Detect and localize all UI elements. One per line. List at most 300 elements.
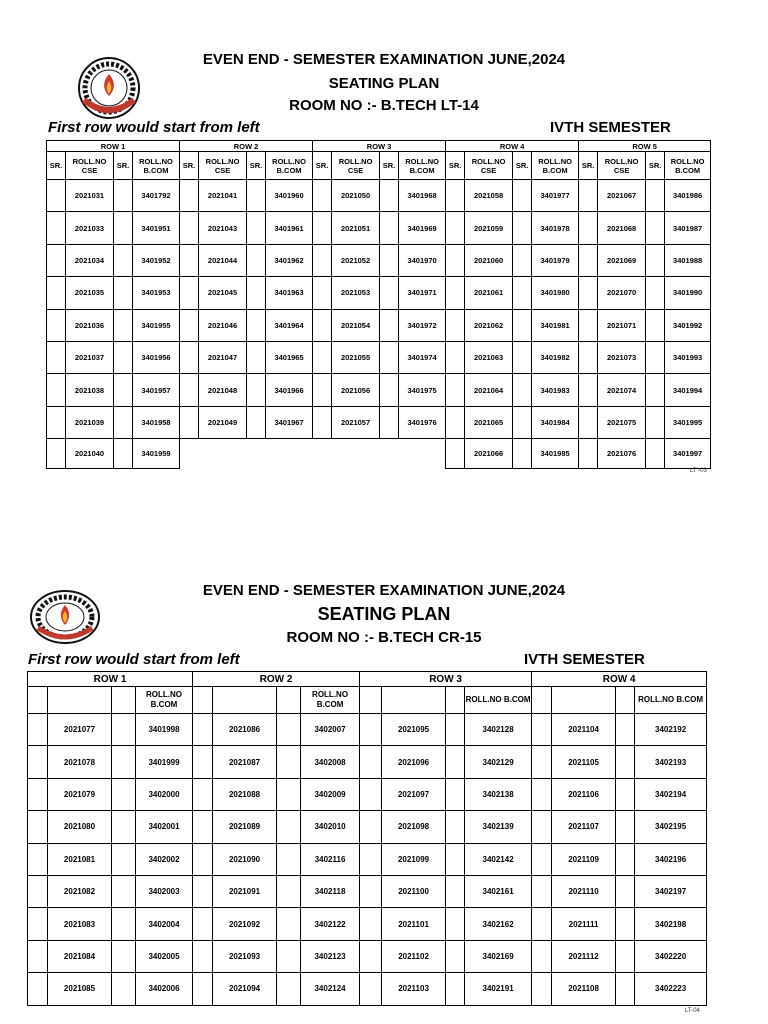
roll-cse-cell: 2021055 [332, 341, 380, 373]
roll-bcom-cell: 3402223 [635, 973, 707, 1005]
sr-cell [446, 843, 465, 875]
roll-cse-cell: 2021065 [465, 406, 513, 438]
column-header-blank [277, 687, 301, 714]
sr-cell [646, 309, 665, 341]
sr-cell [646, 374, 665, 406]
seating-plan-heading: SEATING PLAN [328, 75, 440, 92]
empty-cell [313, 439, 332, 469]
roll-cse-cell: 2021092 [213, 908, 277, 940]
sr-cell [28, 875, 48, 907]
sr-cell [28, 973, 48, 1005]
column-header: ROLL.NO B.COM [465, 687, 532, 714]
roll-bcom-cell: 3402129 [465, 746, 532, 778]
roll-cse-cell: 2021052 [332, 244, 380, 276]
column-header: ROLL.NO CSE [66, 152, 114, 180]
table-row [28, 811, 707, 843]
roll-bcom-cell: 3402191 [465, 973, 532, 1005]
roll-cse-cell: 2021041 [199, 180, 247, 212]
sr-cell [616, 843, 635, 875]
sr-cell [513, 180, 532, 212]
sr-cell [247, 212, 266, 244]
row-label-header [47, 141, 711, 152]
exam-title: EVEN END - SEMESTER EXAMINATION JUNE,2024 [202, 582, 566, 599]
sr-cell [616, 811, 635, 843]
roll-bcom-cell: 3401980 [532, 277, 579, 309]
roll-cse-cell: 2021059 [465, 212, 513, 244]
roll-cse-cell: 2021105 [552, 746, 616, 778]
sr-cell [193, 746, 213, 778]
sr-cell [277, 940, 301, 972]
roll-cse-cell: 2021031 [66, 180, 114, 212]
roll-cse-cell: 2021084 [48, 940, 112, 972]
roll-cse-cell: 2021054 [332, 309, 380, 341]
sr-cell [180, 212, 199, 244]
sr-cell [616, 940, 635, 972]
roll-bcom-cell: 3402198 [635, 908, 707, 940]
roll-bcom-cell: 3402142 [465, 843, 532, 875]
roll-cse-cell: 2021089 [213, 811, 277, 843]
roll-cse-cell: 2021056 [332, 374, 380, 406]
sr-cell [446, 778, 465, 810]
sr-cell [646, 406, 665, 438]
column-header: SR. [513, 152, 532, 180]
sr-cell [313, 341, 332, 373]
sr-cell [114, 244, 133, 276]
sr-cell [380, 406, 399, 438]
roll-bcom-cell: 3401979 [532, 244, 579, 276]
roll-bcom-cell: 3401961 [266, 212, 313, 244]
sr-cell [47, 180, 66, 212]
roll-bcom-cell: 3401986 [665, 180, 711, 212]
sr-cell [513, 212, 532, 244]
sr-cell [112, 875, 136, 907]
roll-bcom-cell: 3402005 [136, 940, 193, 972]
sr-cell [579, 439, 598, 469]
roll-cse-cell: 2021095 [382, 714, 446, 746]
roll-bcom-cell: 3402002 [136, 843, 193, 875]
roll-cse-cell: 2021060 [465, 244, 513, 276]
sr-cell [180, 341, 199, 373]
sr-cell [380, 341, 399, 373]
column-header: ROLL.NO B.COM [301, 687, 360, 714]
roll-bcom-cell: 3401972 [399, 309, 446, 341]
empty-cell [180, 439, 199, 469]
column-header: ROLL.NO B.COM [635, 687, 707, 714]
roll-cse-cell: 2021064 [465, 374, 513, 406]
sr-cell [47, 277, 66, 309]
sr-cell [532, 778, 552, 810]
sr-cell [446, 277, 465, 309]
sr-cell [114, 309, 133, 341]
roll-bcom-cell: 3401960 [266, 180, 313, 212]
roll-bcom-cell: 3402116 [301, 843, 360, 875]
roll-cse-cell: 2021067 [598, 180, 646, 212]
column-header: ROLL.NO CSE [199, 152, 247, 180]
roll-bcom-cell: 3401951 [133, 212, 180, 244]
roll-cse-cell: 2021098 [382, 811, 446, 843]
sr-cell [112, 746, 136, 778]
column-header: SR. [313, 152, 332, 180]
roll-bcom-cell: 3402220 [635, 940, 707, 972]
sr-cell [193, 811, 213, 843]
roll-cse-cell: 2021091 [213, 875, 277, 907]
column-header-blank [28, 687, 48, 714]
table-row [28, 940, 707, 972]
row-label: ROW 2 [180, 141, 313, 152]
roll-cse-cell: 2021033 [66, 212, 114, 244]
sr-cell [513, 374, 532, 406]
sr-cell [277, 875, 301, 907]
roll-cse-cell: 2021099 [382, 843, 446, 875]
roll-cse-cell: 2021049 [199, 406, 247, 438]
sr-cell [513, 277, 532, 309]
roll-bcom-cell: 3401981 [532, 309, 579, 341]
sr-cell [47, 406, 66, 438]
sr-cell [247, 277, 266, 309]
roll-cse-cell: 2021101 [382, 908, 446, 940]
semester-label: IVTH SEMESTER [524, 651, 645, 668]
roll-cse-cell: 2021080 [48, 811, 112, 843]
roll-bcom-cell: 3402193 [635, 746, 707, 778]
sr-cell [47, 374, 66, 406]
sr-cell [180, 309, 199, 341]
sr-cell [616, 778, 635, 810]
sr-cell [360, 940, 382, 972]
roll-bcom-cell: 3401792 [133, 180, 180, 212]
table-row [47, 406, 711, 438]
sr-cell [313, 212, 332, 244]
roll-bcom-cell: 3402009 [301, 778, 360, 810]
sr-cell [446, 908, 465, 940]
sr-cell [360, 973, 382, 1005]
column-header: SR. [380, 152, 399, 180]
sr-cell [579, 212, 598, 244]
column-header: ROLL.NO CSE [332, 152, 380, 180]
column-header-blank [360, 687, 382, 714]
sr-cell [193, 875, 213, 907]
roll-cse-cell: 2021081 [48, 843, 112, 875]
sr-cell [446, 374, 465, 406]
roll-bcom-cell: 3402161 [465, 875, 532, 907]
empty-cell [247, 439, 266, 469]
row-label: ROW 1 [28, 672, 193, 687]
page-code: LT -03 [690, 468, 707, 474]
column-header: SR. [114, 152, 133, 180]
table-row [28, 746, 707, 778]
roll-bcom-cell: 3401977 [532, 180, 579, 212]
roll-bcom-cell: 3402192 [635, 714, 707, 746]
sr-cell [114, 406, 133, 438]
sr-cell [47, 439, 66, 469]
table-row [28, 714, 707, 746]
roll-bcom-cell: 3402124 [301, 973, 360, 1005]
sr-cell [646, 180, 665, 212]
sr-cell [579, 374, 598, 406]
roll-bcom-cell: 3402195 [635, 811, 707, 843]
column-header: SR. [579, 152, 598, 180]
table-row [47, 309, 711, 341]
roll-bcom-cell: 3401999 [136, 746, 193, 778]
table-row [47, 341, 711, 373]
roll-bcom-cell: 3401985 [532, 439, 579, 469]
roll-cse-cell: 2021045 [199, 277, 247, 309]
table-row [47, 439, 711, 469]
roll-cse-cell: 2021088 [213, 778, 277, 810]
table-row [28, 908, 707, 940]
roll-bcom-cell: 3402007 [301, 714, 360, 746]
row-label-header [28, 672, 707, 687]
sr-cell [446, 973, 465, 1005]
table-row [28, 875, 707, 907]
roll-bcom-cell: 3401968 [399, 180, 446, 212]
roll-bcom-cell: 3401978 [532, 212, 579, 244]
sr-cell [180, 277, 199, 309]
column-header-row [47, 152, 711, 180]
roll-cse-cell: 2021086 [213, 714, 277, 746]
sr-cell [532, 746, 552, 778]
sr-cell [380, 244, 399, 276]
roll-bcom-cell: 3402006 [136, 973, 193, 1005]
column-header-blank [382, 687, 446, 714]
column-header-blank [532, 687, 552, 714]
empty-cell [399, 439, 446, 469]
table-row [28, 778, 707, 810]
roll-cse-cell: 2021100 [382, 875, 446, 907]
sr-cell [532, 973, 552, 1005]
roll-cse-cell: 2021038 [66, 374, 114, 406]
roll-bcom-cell: 3402008 [301, 746, 360, 778]
roll-cse-cell: 2021044 [199, 244, 247, 276]
roll-bcom-cell: 3402196 [635, 843, 707, 875]
column-header: ROLL.NO B.COM [133, 152, 180, 180]
sr-cell [532, 811, 552, 843]
row-label: ROW 1 [47, 141, 180, 152]
column-header-blank [112, 687, 136, 714]
sr-cell [313, 406, 332, 438]
roll-bcom-cell: 3401970 [399, 244, 446, 276]
sr-cell [247, 244, 266, 276]
column-header: ROLL.NO B.COM [665, 152, 711, 180]
sr-cell [360, 811, 382, 843]
sr-cell [28, 908, 48, 940]
table-row [28, 843, 707, 875]
roll-cse-cell: 2021110 [552, 875, 616, 907]
room-number: ROOM NO :- B.TECH LT-14 [289, 97, 479, 114]
sr-cell [446, 406, 465, 438]
roll-cse-cell: 2021053 [332, 277, 380, 309]
sr-cell [446, 439, 465, 469]
roll-bcom-cell: 3402003 [136, 875, 193, 907]
sr-cell [360, 746, 382, 778]
sr-cell [579, 244, 598, 276]
row-label: ROW 3 [360, 672, 532, 687]
roll-bcom-cell: 3402128 [465, 714, 532, 746]
roll-bcom-cell: 3402139 [465, 811, 532, 843]
roll-cse-cell: 2021058 [465, 180, 513, 212]
sr-cell [579, 180, 598, 212]
table-row [47, 180, 711, 212]
sr-cell [277, 908, 301, 940]
roll-bcom-cell: 3401993 [665, 341, 711, 373]
sr-cell [446, 714, 465, 746]
sr-cell [114, 180, 133, 212]
sr-cell [579, 406, 598, 438]
table-row [28, 973, 707, 1005]
roll-cse-cell: 2021068 [598, 212, 646, 244]
sr-cell [616, 908, 635, 940]
sr-cell [112, 811, 136, 843]
sr-cell [47, 244, 66, 276]
sr-cell [579, 341, 598, 373]
roll-bcom-cell: 3401997 [665, 439, 711, 469]
roll-cse-cell: 2021083 [48, 908, 112, 940]
roll-bcom-cell: 3402001 [136, 811, 193, 843]
roll-cse-cell: 2021048 [199, 374, 247, 406]
sr-cell [616, 746, 635, 778]
sr-cell [446, 940, 465, 972]
column-header: SR. [47, 152, 66, 180]
roll-bcom-cell: 3402122 [301, 908, 360, 940]
roll-cse-cell: 2021043 [199, 212, 247, 244]
sr-cell [532, 714, 552, 746]
roll-cse-cell: 2021069 [598, 244, 646, 276]
column-header-row [28, 687, 707, 714]
roll-bcom-cell: 3401984 [532, 406, 579, 438]
column-header-blank [193, 687, 213, 714]
roll-cse-cell: 2021070 [598, 277, 646, 309]
roll-bcom-cell: 3401998 [136, 714, 193, 746]
roll-cse-cell: 2021061 [465, 277, 513, 309]
roll-bcom-cell: 3402010 [301, 811, 360, 843]
roll-cse-cell: 2021079 [48, 778, 112, 810]
roll-bcom-cell: 3402118 [301, 875, 360, 907]
roll-bcom-cell: 3401964 [266, 309, 313, 341]
roll-bcom-cell: 3401969 [399, 212, 446, 244]
roll-cse-cell: 2021106 [552, 778, 616, 810]
roll-cse-cell: 2021109 [552, 843, 616, 875]
sr-cell [513, 406, 532, 438]
sr-cell [446, 746, 465, 778]
column-header: ROLL.NO CSE [598, 152, 646, 180]
sr-cell [180, 180, 199, 212]
column-header: SR. [180, 152, 199, 180]
sr-cell [446, 244, 465, 276]
roll-bcom-cell: 3401957 [133, 374, 180, 406]
sr-cell [28, 714, 48, 746]
sr-cell [579, 309, 598, 341]
roll-bcom-cell: 3402138 [465, 778, 532, 810]
roll-bcom-cell: 3401975 [399, 374, 446, 406]
table-row [47, 374, 711, 406]
sr-cell [513, 439, 532, 469]
roll-bcom-cell: 3401956 [133, 341, 180, 373]
sr-cell [247, 374, 266, 406]
roll-bcom-cell: 3402123 [301, 940, 360, 972]
row-label: ROW 4 [446, 141, 579, 152]
sr-cell [114, 277, 133, 309]
column-header: ROLL.NO B.COM [266, 152, 313, 180]
page-code: LT-04 [685, 1008, 700, 1014]
sr-cell [446, 212, 465, 244]
roll-cse-cell: 2021094 [213, 973, 277, 1005]
roll-cse-cell: 2021103 [382, 973, 446, 1005]
column-header: SR. [446, 152, 465, 180]
empty-cell [199, 439, 247, 469]
roll-cse-cell: 2021035 [66, 277, 114, 309]
empty-cell [380, 439, 399, 469]
column-header: ROLL.NO B.COM [532, 152, 579, 180]
sr-cell [360, 875, 382, 907]
roll-bcom-cell: 3401974 [399, 341, 446, 373]
sr-cell [646, 244, 665, 276]
roll-cse-cell: 2021071 [598, 309, 646, 341]
sr-cell [193, 778, 213, 810]
seating-table-cr15 [27, 671, 707, 1006]
empty-cell [332, 439, 380, 469]
roll-bcom-cell: 3401994 [665, 374, 711, 406]
sr-cell [277, 778, 301, 810]
sr-cell [646, 277, 665, 309]
sr-cell [112, 778, 136, 810]
roll-bcom-cell: 3401959 [133, 439, 180, 469]
sr-cell [277, 843, 301, 875]
sr-cell [646, 439, 665, 469]
sr-cell [513, 309, 532, 341]
sr-cell [446, 180, 465, 212]
roll-cse-cell: 2021077 [48, 714, 112, 746]
column-header: ROLL.NO B.COM [136, 687, 193, 714]
column-header-blank [552, 687, 616, 714]
sr-cell [360, 843, 382, 875]
roll-bcom-cell: 3401971 [399, 277, 446, 309]
sr-cell [277, 714, 301, 746]
roll-bcom-cell: 3401990 [665, 277, 711, 309]
sr-cell [446, 811, 465, 843]
sr-cell [579, 277, 598, 309]
roll-cse-cell: 2021102 [382, 940, 446, 972]
roll-bcom-cell: 3401962 [266, 244, 313, 276]
roll-cse-cell: 2021090 [213, 843, 277, 875]
roll-bcom-cell: 3402162 [465, 908, 532, 940]
sr-cell [47, 309, 66, 341]
sr-cell [277, 973, 301, 1005]
roll-bcom-cell: 3401966 [266, 374, 313, 406]
roll-cse-cell: 2021050 [332, 180, 380, 212]
sr-cell [313, 277, 332, 309]
roll-cse-cell: 2021051 [332, 212, 380, 244]
roll-cse-cell: 2021108 [552, 973, 616, 1005]
roll-cse-cell: 2021039 [66, 406, 114, 438]
sr-cell [180, 374, 199, 406]
roll-cse-cell: 2021073 [598, 341, 646, 373]
roll-cse-cell: 2021093 [213, 940, 277, 972]
sr-cell [616, 714, 635, 746]
sr-cell [247, 406, 266, 438]
empty-cell [266, 439, 313, 469]
sr-cell [380, 309, 399, 341]
sr-cell [28, 940, 48, 972]
roll-bcom-cell: 3401953 [133, 277, 180, 309]
table-row [47, 244, 711, 276]
sr-cell [646, 341, 665, 373]
semester-label: IVTH SEMESTER [550, 119, 671, 136]
column-header-blank [213, 687, 277, 714]
sr-cell [114, 212, 133, 244]
roll-cse-cell: 2021062 [465, 309, 513, 341]
roll-cse-cell: 2021046 [199, 309, 247, 341]
sr-cell [532, 940, 552, 972]
sr-cell [380, 277, 399, 309]
